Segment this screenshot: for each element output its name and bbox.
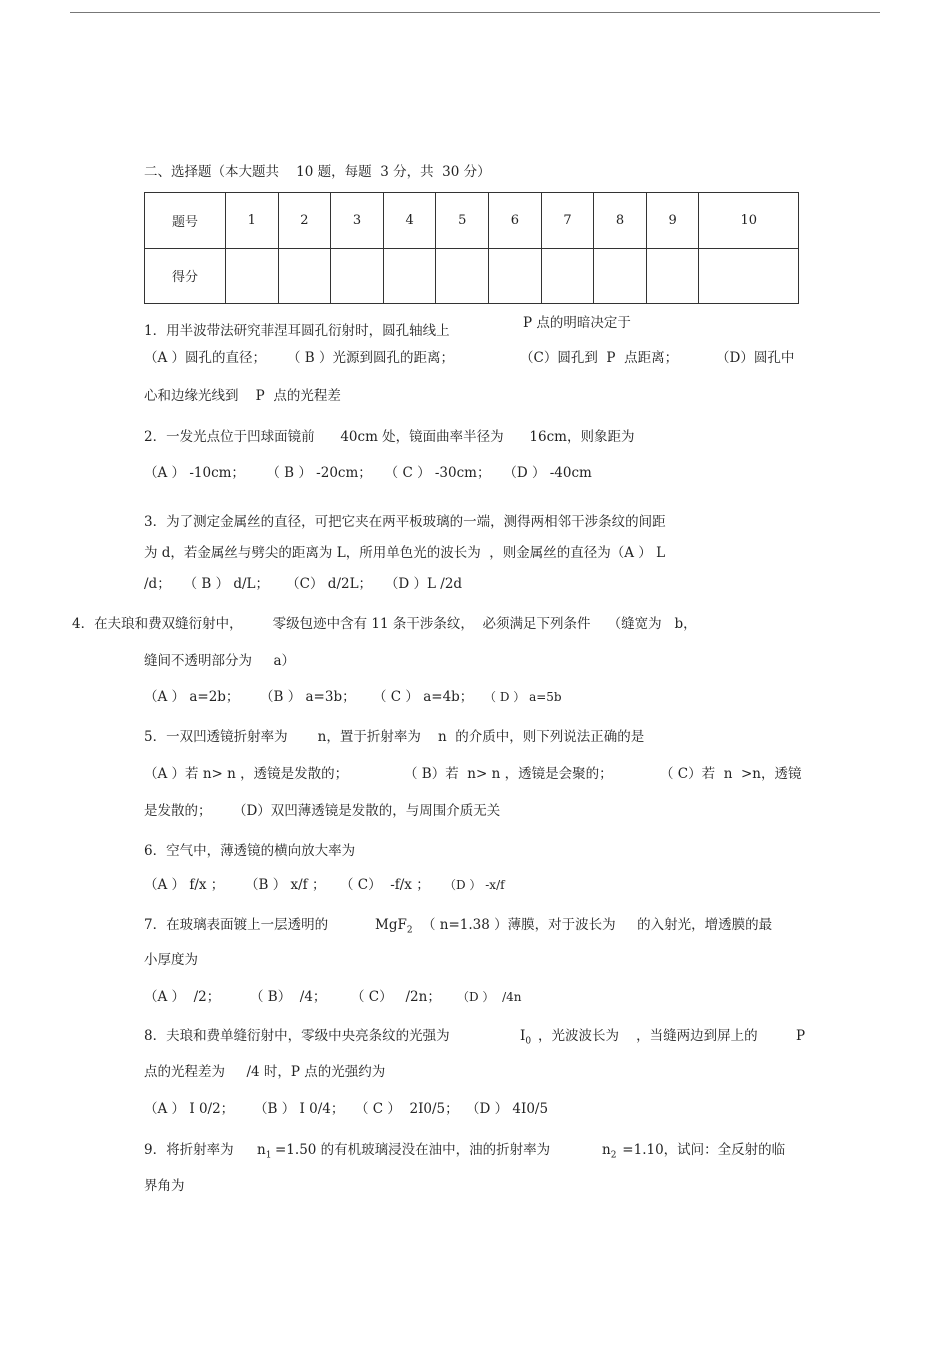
question-7-text-cont: （ n=1.38 ）薄膜，对于波长为 的入射光，增透膜的最 — [422, 917, 773, 933]
question-9-text-end: =1.10，试问：全反射的临 — [618, 1142, 786, 1158]
question-7-text: 7．在玻璃表面镀上一层透明的 — [144, 917, 329, 933]
header-rule — [70, 12, 880, 13]
question-5-option-b: （ B）若 n> n ，透镜是会聚的； — [404, 766, 613, 782]
table-row — [145, 193, 799, 249]
question-7-text-line2: 小厚度为 — [144, 952, 198, 968]
question-number-cell: 6 — [489, 193, 542, 249]
question-7-option-d: （D ） /4n — [457, 990, 522, 1004]
score-cell[interactable] — [594, 248, 647, 304]
table-header-cell: 得分 — [145, 248, 226, 304]
question-8-option-a: （A ） I 0/2； — [144, 1101, 235, 1117]
question-8-text-cont: ，光波波长为 ，当缝两边到屏上的 — [538, 1028, 758, 1044]
question-8-option-b: （B ） I 0/4； — [254, 1101, 345, 1117]
score-cell[interactable] — [383, 248, 436, 304]
score-cell[interactable] — [331, 248, 384, 304]
question-8-text: 8．夫琅和费单缝衍射中，零级中央亮条纹的光强为 — [144, 1028, 450, 1044]
question-9-n1-sub: 1 — [265, 1150, 272, 1161]
question-2-options: （A ） -10cm； （ B ） -20cm； （ C ） -30cm； （D ） -40cm — [144, 465, 592, 481]
question-9-n2 — [602, 1142, 616, 1161]
question-1-text-cont: P 点的明暗决定于 — [523, 315, 631, 331]
question-8-symbol — [520, 1028, 531, 1047]
score-cell[interactable] — [226, 248, 279, 304]
question-number-cell: 10 — [699, 193, 799, 249]
score-cell[interactable] — [436, 248, 489, 304]
question-6-option-c: （ C） -f/x ； — [340, 877, 430, 893]
question-8-option-c: （ C ） 2I0/5； — [355, 1101, 459, 1117]
question-1-text: 1．用半波带法研究菲涅耳圆孔衍射时，圆孔轴线上 — [144, 323, 450, 339]
question-8-text-point: P — [796, 1028, 806, 1044]
question-number-cell: 4 — [383, 193, 436, 249]
question-6-option-a: （A ） f/x ； — [144, 877, 225, 893]
question-number-cell: 2 — [278, 193, 331, 249]
question-2-text: 2．一发光点位于凹球面镜前 40cm 处，镜面曲率半径为 16cm，则象距为 — [144, 429, 635, 445]
question-1-text-line3: 心和边缘光线到 P 点的光程差 — [144, 388, 341, 404]
question-7-option-b: （ B） /4； — [250, 989, 327, 1005]
question-4-option-a: （A ） a=2b； — [144, 689, 240, 705]
question-6-option-d: （D ） -x/f — [444, 878, 505, 892]
question-number-cell: 3 — [331, 193, 384, 249]
score-cell[interactable] — [699, 248, 799, 304]
question-number-cell: 7 — [541, 193, 594, 249]
score-table — [144, 192, 799, 304]
question-3-text-line2: 为 d，若金属丝与劈尖的距离为 L，所用单色光的波长为 ，则金属丝的直径为（A ） L — [144, 545, 666, 561]
question-7-option-c: （ C） /2n； — [351, 989, 441, 1005]
question-7-formula-sub: 2 — [406, 925, 413, 936]
question-9-text: 9．将折射率为 — [144, 1142, 234, 1158]
section-title: 二、选择题（本大题共 10 题，每题 3 分，共 30 分） — [144, 164, 491, 180]
question-1-option-d: （D）圆孔中 — [716, 350, 795, 366]
question-7-formula-base: MgF — [375, 917, 407, 933]
question-number-cell: 5 — [436, 193, 489, 249]
score-cell[interactable] — [646, 248, 699, 304]
question-1-option-a: （A ）圆孔的直径； — [144, 350, 267, 366]
question-number-cell: 1 — [226, 193, 279, 249]
question-5-option-d: 是发散的； （D）双凹薄透镜是发散的，与周围介质无关 — [144, 803, 501, 819]
question-9-n2-base: n — [602, 1142, 611, 1158]
question-5-option-c: （ C）若 n >n，透镜 — [660, 766, 802, 782]
question-8-option-d: （D ） 4I0/5 — [466, 1101, 549, 1117]
question-3-options: /d； （ B ） d/L； （C） d/2L； （D ）L /2d — [144, 576, 463, 592]
question-8-text-line2: 点的光程差为 /4 时，P 点的光强约为 — [144, 1064, 386, 1080]
question-1-option-c: （C）圆孔到 P 点距离； — [520, 350, 679, 366]
question-8-symbol-base: I — [520, 1028, 526, 1044]
question-4-option-d: （ D ） a=5b — [484, 690, 562, 704]
question-5-option-a: （A ）若 n> n ，透镜是发散的； — [144, 766, 349, 782]
score-cell[interactable] — [541, 248, 594, 304]
table-row — [145, 248, 799, 304]
question-3-text: 3．为了测定金属丝的直径，可把它夹在两平板玻璃的一端，测得两相邻干涉条纹的间距 — [144, 514, 666, 530]
question-4-text: 4．在夫琅和费双缝衍射中， 零级包迹中含有 11 条干涉条纹， 必须满足下列条件 （缝宽为 b， — [72, 616, 697, 632]
question-9-n2-sub: 2 — [610, 1150, 617, 1161]
question-7-option-a: （A ） /2； — [144, 989, 221, 1005]
question-6-option-b: （B ） x/f ； — [245, 877, 326, 893]
score-cell[interactable] — [489, 248, 542, 304]
question-9-n1 — [257, 1142, 271, 1161]
question-4-option-b: （B ） a=3b； — [260, 689, 356, 705]
question-number-cell: 8 — [594, 193, 647, 249]
question-number-cell: 9 — [646, 193, 699, 249]
table-header-cell: 题号 — [145, 193, 226, 249]
question-5-text: 5．一双凹透镜折射率为 n，置于折射率为 n 的介质中，则下列说法正确的是 — [144, 729, 645, 745]
question-9-n1-base: n — [257, 1142, 266, 1158]
question-9-text-line2: 界角为 — [144, 1178, 185, 1194]
question-4-option-c: （ C ） a=4b； — [373, 689, 474, 705]
question-4-text-line2: 缝间不透明部分为 a） — [144, 653, 296, 669]
question-6-text: 6．空气中，薄透镜的横向放大率为 — [144, 843, 356, 859]
question-8-symbol-sub: 0 — [525, 1036, 532, 1047]
question-9-text-cont: =1.50 的有机玻璃浸没在油中，油的折射率为 — [275, 1142, 551, 1158]
question-1-option-b: （ B ）光源到圆孔的距离； — [287, 350, 455, 366]
score-cell[interactable] — [278, 248, 331, 304]
question-7-formula — [375, 917, 413, 936]
